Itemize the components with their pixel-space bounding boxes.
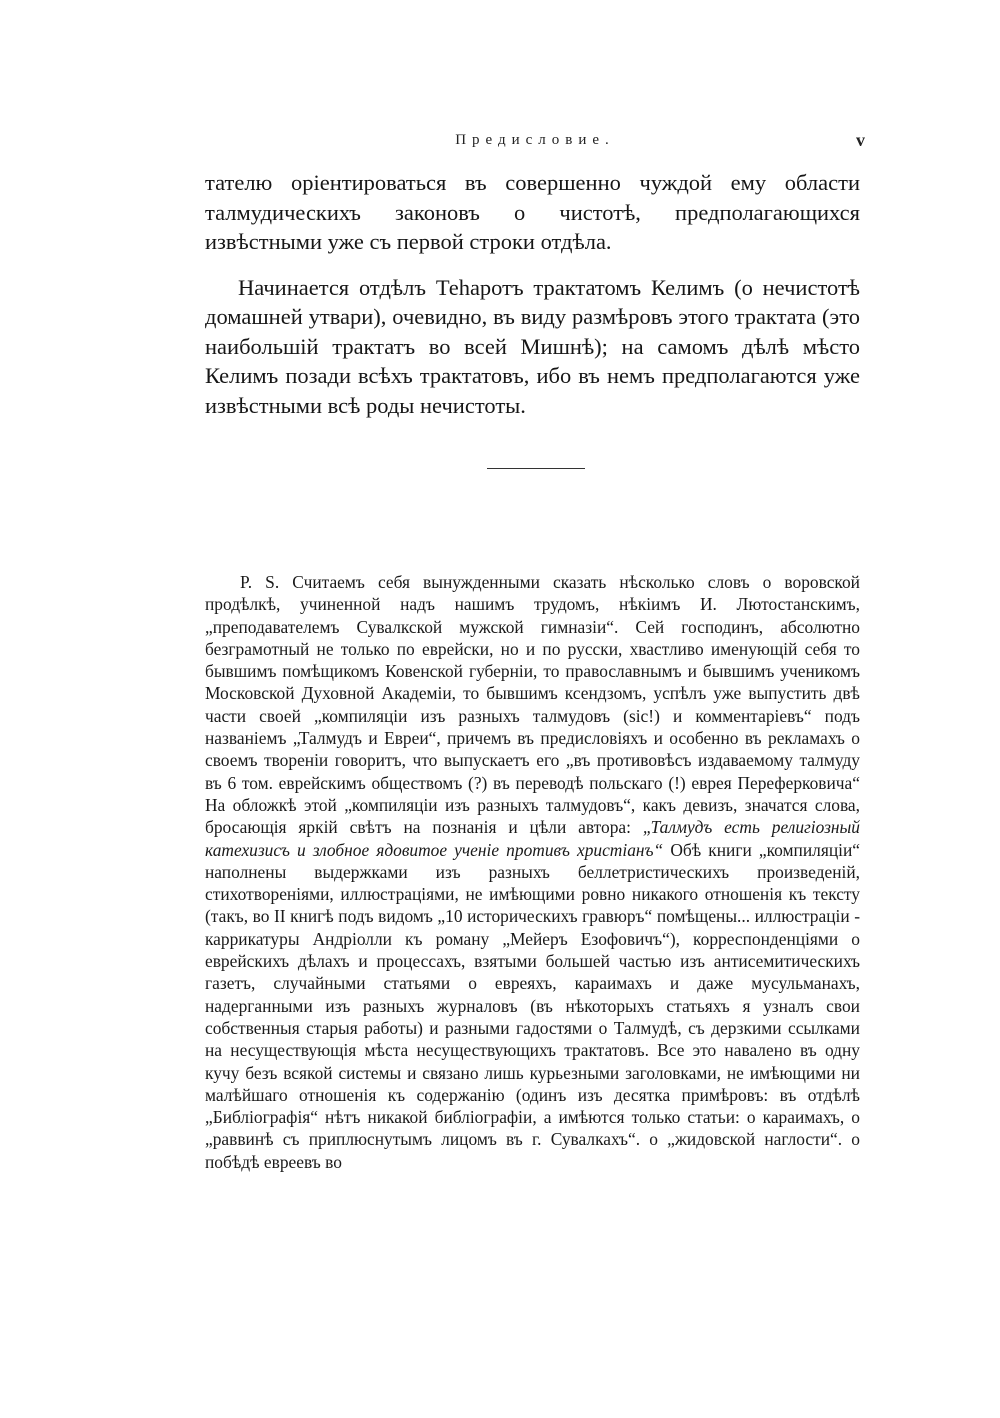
section-divider xyxy=(487,468,585,469)
postscript-note xyxy=(205,571,860,1173)
paragraph-kelim: Начинается отдѣлъ Теһаротъ трактатомъ Келимъ (о нечистотѣ домашней утвари), очевидно, въ виду размѣровъ этого трактата (это наибольшій трактатъ во всей Мишнѣ); на самомъ дѣлѣ мѣсто Келимъ позади всѣхъ трактатовъ, ибо въ немъ предполагаются уже извѣстными всѣ роды нечистоты. xyxy=(205,274,860,418)
postscript-motto-quote: „Талмудъ есть религіозный катехизисъ и злобное ядовитое ученіе противъ христіанъ“ xyxy=(205,817,860,860)
paragraph-continuation: тателю оріентироваться въ совершенно чуждой ему области талмудическихъ законовъ о чистотѣ, предполагающихся извѣстными уже съ первой строки отдѣла. xyxy=(205,170,860,254)
postscript-text-before-quote: P. S. Считаемъ себя вынужденными сказать нѣсколько словъ о воровской продѣлкѣ, учиненной надъ нашимъ трудомъ, нѣкіимъ И. Лютостанскимъ, „преподавателемъ Сувалкской мужской гимназіи“. Сей господинъ, абсолютно безграмотный не только по еврейски, но и по русски, хвастливо именующій себя то бывшимъ помѣщикомъ Ковенской губерніи, то православнымъ и бывшимъ ученикомъ Московской Духовной Академіи, то бывшимъ ксендзомъ, успѣлъ уже выпустить двѣ части своей „компиляціи изъ разныхъ талмудовъ (sic!) и комментаріевъ“ подъ названіемъ „Талмудъ и Евреи“, причемъ въ предисловіяхъ и особенно въ рекламахъ о своемъ твореніи говоритъ, что выпускаетъ его „въ противовѣсъ издаваемому талмуду въ 6 том. еврейскимъ обществомъ (?) въ переводѣ польскаго (!) еврея Переферковича“ На обложкѣ этой „компиляціи изъ разныхъ талмудовъ“, какъ девизъ, значатся слова, бросающія яркій свѣтъ на познанія и цѣли автора: xyxy=(205,572,860,838)
postscript-text-after-quote: Обѣ книги „компиляціи“ наполнены выдержками изъ разныхъ беллетристическихъ произведеній, стихотвореніями, иллюстраціями, не имѣющими ровно никакого отношенія къ тексту (такъ, во II книгѣ подъ видомъ „10 историческихъ гравюръ“ помѣщены... иллюстраціи - каррикатуры Андріолли къ роману „Мейеръ Езофовичъ“), корреспонденціями о еврейскихъ дѣлахъ и процессахъ, взятыми большей частью изъ антисемитическихъ газетъ, случайными статьями о евреяхъ, караимахъ и даже мусульманахъ, надерганными изъ разныхъ журналовъ (въ нѣкоторыхъ статьяхъ я узналъ свои собственныя старыя работы) и разными гадостями о Талмудѣ, съ дерзкими ссылками на несуществующія мѣста несуществующихъ трактатовъ. Все это навалено въ одну кучу безъ всякой системы и связано лишь курьезными заголовками, не имѣющими ни малѣйшаго отношенія къ содержанію (одинъ изъ десятка примѣровъ: въ отдѣлѣ „Библіографія“ нѣтъ никакой библіографіи, а имѣются только статьи: о караимахъ, о „раввинѣ съ приплюснутымъ лицомъ въ г. Сувалкахъ“. о „жидовской наглости“. о побѣдѣ евреевъ во xyxy=(205,839,860,1172)
running-title: Предисловие. xyxy=(455,132,615,148)
postscript-paragraph xyxy=(205,571,860,1173)
running-head xyxy=(205,132,865,156)
page-number: v xyxy=(856,130,865,150)
main-text xyxy=(205,168,860,420)
